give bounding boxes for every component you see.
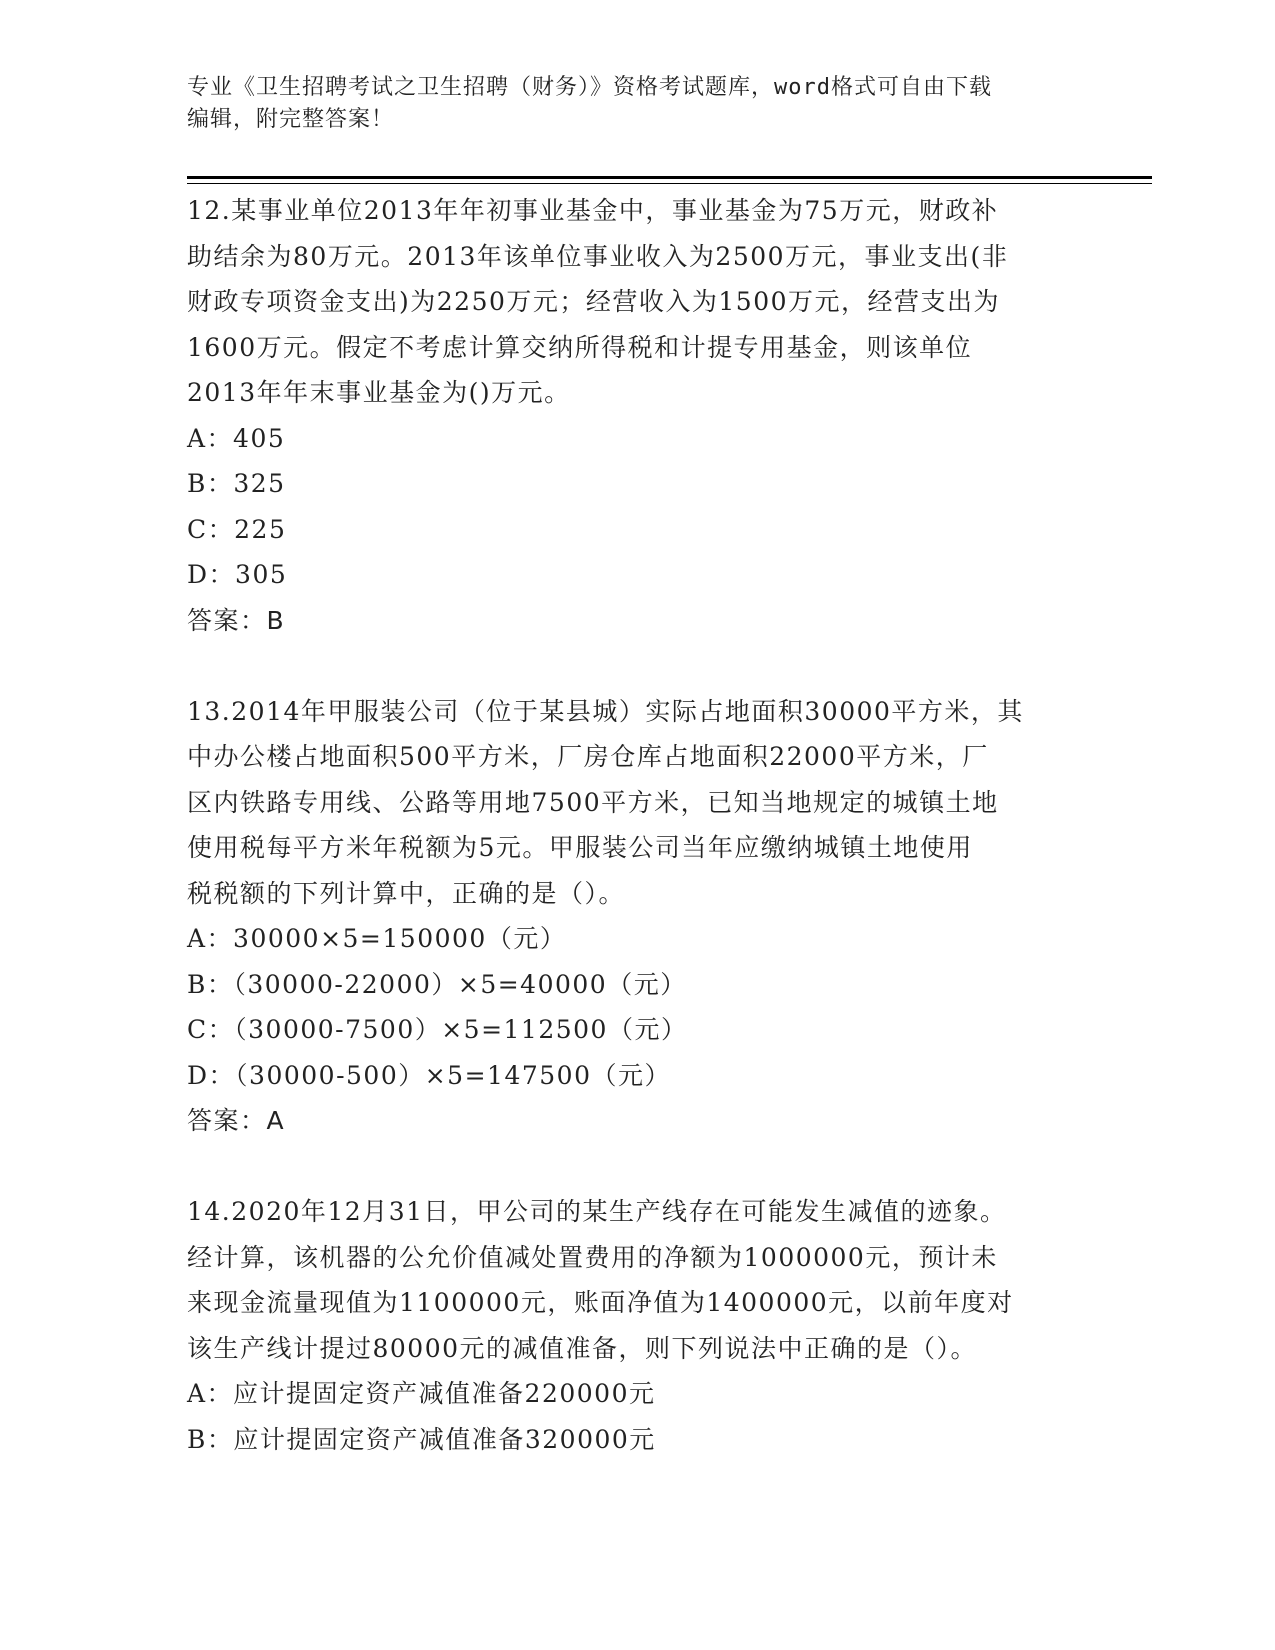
answer-line: 答案：B xyxy=(187,605,286,635)
question-stem-line: 12.某事业单位2013年年初事业基金中，事业基金为75万元，财政补 xyxy=(187,196,999,225)
question-stem-line: 经计算，该机器的公允价值减处置费用的净额为1000000元，预计未 xyxy=(187,1242,998,1272)
option-a: A：应计提固定资产减值准备220000元 xyxy=(187,1379,656,1408)
question-stem-line: 14.2020年12月31日，甲公司的某生产线存在可能发生减值的迹象。 xyxy=(187,1197,1007,1226)
question-stem-line: 使用税每平方米年税额为5元。甲服装公司当年应缴纳城镇土地使用 xyxy=(187,833,973,862)
question-spacer xyxy=(187,643,1067,689)
question-stem-line: 该生产线计提过80000元的减值准备，则下列说法中正确的是（）。 xyxy=(187,1333,978,1363)
option-c: C：225 xyxy=(187,514,287,544)
option-c: C：（30000-7500）×5=112500（元） xyxy=(187,1015,688,1044)
option-b: B：325 xyxy=(187,469,286,498)
question-stem-line: 来现金流量现值为1100000元，账面净值为1400000元，以前年度对 xyxy=(187,1288,1014,1317)
question-stem-line: 区内铁路专用线、公路等用地7500平方米，已知当地规定的城镇土地 xyxy=(187,787,999,817)
question-list xyxy=(187,188,1067,1462)
option-b: B：应计提固定资产减值准备320000元 xyxy=(187,1424,656,1454)
option-a: A：405 xyxy=(187,423,286,453)
question-spacer xyxy=(187,1144,1067,1190)
answer-line: 答案：A xyxy=(187,1106,286,1135)
option-d: D：305 xyxy=(187,560,288,589)
question-14 xyxy=(187,1189,1067,1462)
header-line-2: 编辑，附完整答案！ xyxy=(187,107,395,132)
option-d: D：（30000-500）×5=147500（元） xyxy=(187,1060,671,1090)
header-divider-thin xyxy=(187,183,1152,184)
option-a: A：30000×5=150000（元） xyxy=(187,924,567,953)
header-divider-thick xyxy=(187,176,1152,179)
question-13 xyxy=(187,689,1067,1144)
question-stem-line: 13.2014年甲服装公司（位于某县城）实际占地面积30000平方米，其 xyxy=(187,696,1024,726)
question-stem-line: 助结余为80万元。2013年该单位事业收入为2500万元，事业支出(非 xyxy=(187,241,1009,271)
question-stem-line: 财政专项资金支出)为2250万元；经营收入为1500万元，经营支出为 xyxy=(187,287,1001,316)
question-stem-line: 2013年年末事业基金为()万元。 xyxy=(187,378,571,407)
document-header xyxy=(187,72,1087,136)
option-b: B：（30000-22000）×5=40000（元） xyxy=(187,969,687,999)
question-stem-line: 1600万元。假定不考虑计算交纳所得税和计提专用基金，则该单位 xyxy=(187,332,973,362)
question-stem-line: 税税额的下列计算中，正确的是（）。 xyxy=(187,878,626,908)
header-line-1: 专业《卫生招聘考试之卫生招聘（财务）》资格考试题库，word格式可自由下载 xyxy=(187,75,992,100)
question-12 xyxy=(187,188,1067,643)
question-stem-line: 中办公楼占地面积500平方米，厂房仓库占地面积22000平方米，厂 xyxy=(187,742,989,771)
